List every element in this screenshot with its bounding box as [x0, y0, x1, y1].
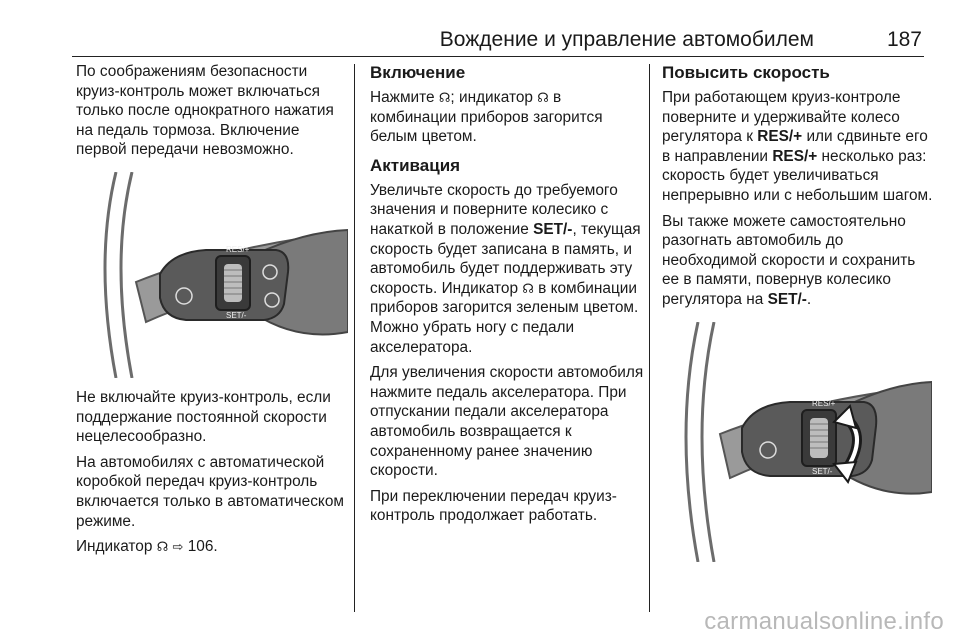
page-header: [72, 22, 924, 57]
set-key: SET/-: [533, 220, 573, 238]
steering-wheel-figure-2: [662, 322, 934, 562]
set-key: SET/-: [767, 290, 807, 308]
paragraph-increase-speed: При работающем круиз-контроле поверните и удерживайте колесо регулятора к RES/+ или сдвиньте его в направлении RES/+ несколько раз: скорость будет увеличиваться непрерывно или с небольшим шагом.: [662, 89, 933, 204]
column-3: [662, 62, 934, 602]
steering-wheel-illustration: [76, 172, 348, 378]
cruise-control-icon: ☊: [537, 90, 549, 105]
watermark: carmanualsonline.info: [704, 608, 944, 635]
paragraph-automatic: На автомобилях с автоматической коробкой передач круиз-контроль включается только в автоматическом режиме.: [76, 453, 344, 530]
page-reference-icon: ⇨: [172, 539, 184, 555]
paragraph-indicator: Индикатор ☊ ⇨ 106.: [76, 538, 218, 556]
set-label: SET/-: [812, 466, 833, 476]
heading-switch-on: Включение: [370, 63, 466, 82]
paragraph-manual-acceleration: Вы также можете самостоятельно разогнать автомобиль до необходимой скорости и сохранить ее в памяти, повернув колесико регулятора на SET/-.: [662, 212, 916, 308]
paragraph-increase: Для увеличения скорости автомобиля нажмите педаль акселератора. При отпускании педали акселератора автомобиль возвращается к сохраненному ранее значению скорости.: [370, 364, 644, 480]
paragraph-activation: Увеличьте скорость до требуемого значения и поверните колесико с накаткой в положение SET/-, текущая скорость будет записана в память, и автомобиль будет поддерживать эту скорость. Индикатор ☊ в комбинации приборов загорится зеленым цветом. Можно убрать ногу с педали акселератора.: [370, 181, 641, 356]
paragraph-safety: По соображениям безопасности круиз-контроль может включаться только после однократного нажатия на педаль тормоза. Включение первой передачи невозможно.: [76, 63, 334, 159]
column-1: [76, 62, 348, 602]
cruise-control-icon: ☊: [438, 90, 451, 105]
heading-activation: Активация: [370, 155, 461, 175]
paragraph-gear-change: При переключении передач круиз-контроль продолжает работать.: [370, 487, 617, 525]
header-title: Вождение и управление автомобилем: [439, 28, 814, 51]
steering-wheel-figure-1: [76, 172, 348, 378]
cruise-control-icon: ☊: [156, 539, 169, 555]
steering-wheel-illustration-arrow: [662, 322, 932, 562]
column-2: [370, 62, 646, 602]
set-label: SET/-: [226, 310, 247, 320]
column-divider: [649, 64, 650, 612]
paragraph-warning: Не включайте круиз-контроль, если поддержание постоянной скорости нецелесообразно.: [76, 388, 331, 446]
column-divider: [354, 64, 355, 612]
page-number: 187: [886, 28, 922, 51]
res-label: RES/+: [812, 398, 836, 408]
cruise-control-icon: ☊: [522, 280, 534, 296]
res-key: RES/+: [757, 128, 803, 146]
res-label: RES/+: [226, 244, 250, 254]
heading-increase-speed: Повысить скорость: [662, 63, 830, 82]
res-key: RES/+: [772, 147, 818, 165]
paragraph-switch-on: Нажмите ☊; индикатор ☊ в комбинации приборов загорится белым цветом.: [370, 89, 603, 146]
